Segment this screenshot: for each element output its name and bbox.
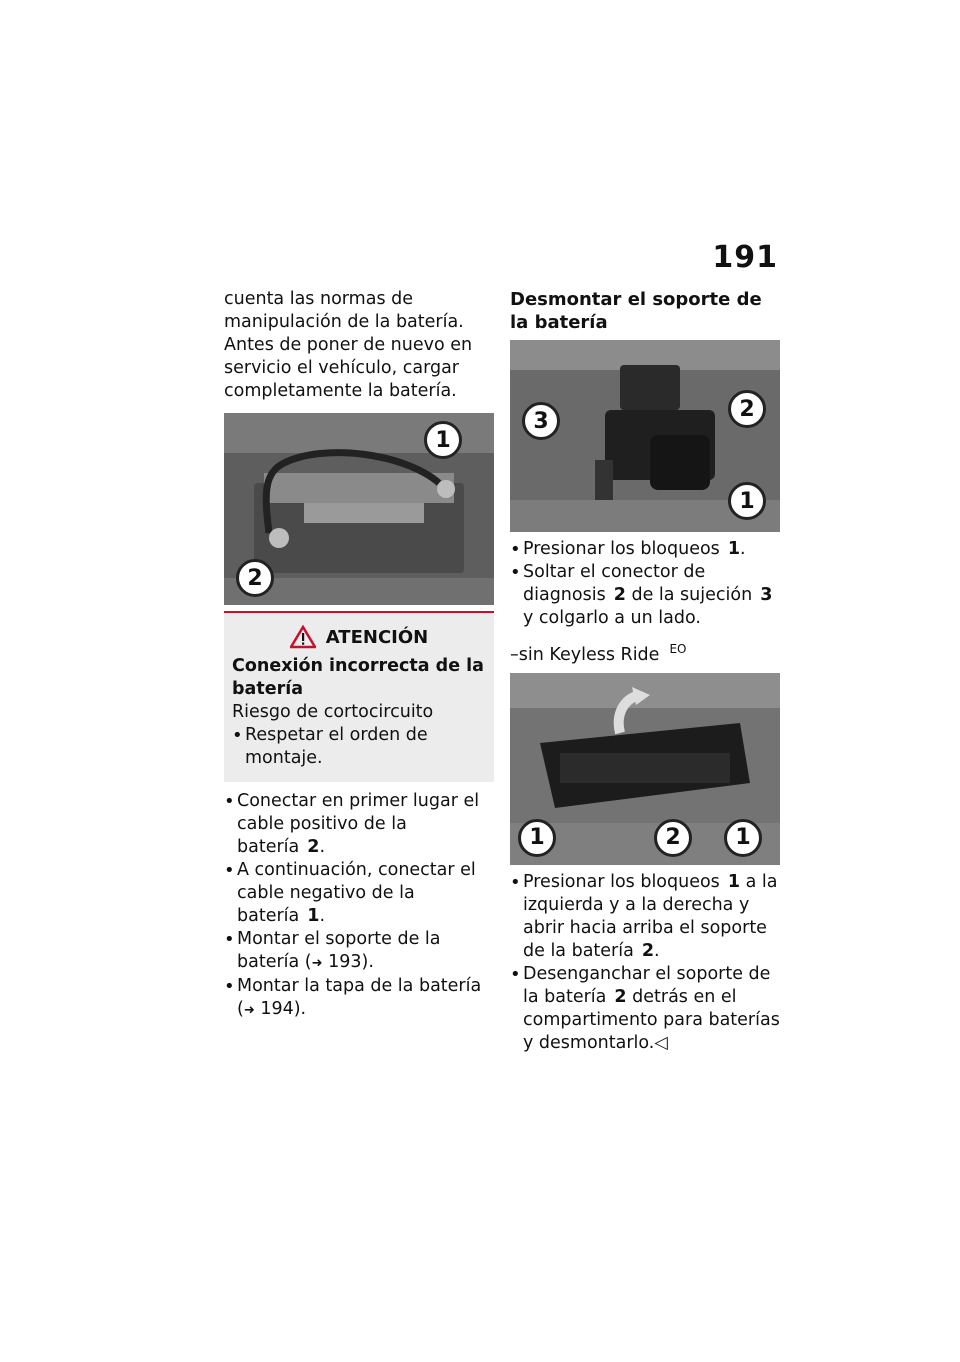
step-label: 1 (307, 906, 320, 926)
step-text: Soltar el conector de diagnosis (523, 562, 706, 605)
step-label: 3 (760, 585, 773, 605)
right-column (510, 288, 780, 1055)
arrow-right-icon: ➜ (243, 1003, 255, 1018)
step-label: 1 (727, 539, 740, 559)
figure3-callout-2: 2 (654, 819, 692, 857)
battery-cables-figure (224, 413, 494, 605)
step-tail: . (654, 940, 660, 961)
figure1-callout-2: 2 (236, 559, 274, 597)
battery-holder-figure (510, 673, 780, 865)
page-number: 191 (712, 240, 778, 275)
step-tail: . (319, 906, 326, 926)
step-label: 1 (727, 871, 740, 892)
figure3-callout-1-right: 1 (724, 819, 762, 857)
step-mid: de la sujeción (631, 585, 753, 605)
step-tail: a la izquierda y a la derecha y abrir hacia arriba el soporte de la batería (523, 871, 778, 961)
list-item (224, 975, 494, 1022)
step-tail: . (740, 539, 746, 559)
warning-box (224, 613, 494, 782)
list-item (224, 859, 494, 928)
step-label: 2 (613, 585, 626, 605)
warning-title: Conexión incorrecta de la batería (232, 656, 484, 699)
step-label: 2 (641, 940, 655, 961)
list-item (510, 561, 780, 630)
step-text: A continuación, conectar el cable negativo de la batería (237, 860, 476, 926)
left-column (224, 288, 494, 1022)
list-item (224, 928, 494, 975)
list-item (510, 871, 780, 963)
figure3-callout-1-left: 1 (518, 819, 556, 857)
section-heading: Desmontar el soporte de la batería (510, 289, 762, 333)
warning-action-item: • Respetar el orden de montaje. (232, 724, 486, 770)
page-reference: 194 (260, 999, 294, 1019)
step-text: Montar la tapa de la batería ( (237, 976, 482, 1019)
step-tail: y colgarlo a un lado. (523, 608, 701, 628)
step-text: Presionar los bloqueos (523, 871, 720, 892)
step-label: 2 (614, 986, 627, 1007)
warning-heading (232, 625, 486, 649)
list-item (510, 963, 780, 1055)
step-text: Presionar los bloqueos (523, 539, 720, 559)
right-steps-list-a (510, 538, 780, 630)
diagnosis-connector-figure (510, 340, 780, 532)
arrow-right-icon: ➜ (311, 956, 323, 971)
step-tail: detrás en el compartimento para baterías y desmontarlo. (523, 986, 780, 1053)
list-item (224, 790, 494, 859)
figure1-callout-1: 1 (424, 421, 462, 459)
step-text: Conectar en primer lugar el cable positivo de la batería (237, 791, 480, 857)
right-steps-list-b (510, 871, 780, 1055)
variant-superscript: EO (669, 642, 687, 656)
figure2-callout-2: 2 (728, 390, 766, 428)
step-text: Montar el soporte de la batería ( (237, 929, 441, 972)
warning-risk: Riesgo de cortocircuito (232, 702, 434, 722)
warning-actions (232, 724, 486, 770)
intro-paragraph: cuenta las normas de manipulación de la batería. Antes de poner de nuevo en servicio el vehículo, cargar completamente la batería. (224, 289, 473, 401)
variant-note (510, 638, 780, 667)
variant-text: –sin Keyless Ride (510, 644, 660, 665)
page-reference: 193 (328, 952, 362, 972)
step-tail: ). (293, 999, 307, 1019)
warning-heading-text: ATENCIÓN (325, 626, 429, 648)
step-tail: ). (361, 952, 374, 972)
figure2-callout-1: 1 (728, 482, 766, 520)
warning-triangle-icon (290, 625, 316, 649)
step-label: 2 (307, 837, 320, 857)
figure2-callout-3: 3 (522, 402, 560, 440)
triangle-left-icon: ◁ (654, 1032, 668, 1053)
step-tail: . (319, 837, 326, 857)
list-item (510, 538, 780, 561)
left-steps-list (224, 790, 494, 1022)
step-text: Desenganchar el soporte de la batería (523, 963, 771, 1007)
